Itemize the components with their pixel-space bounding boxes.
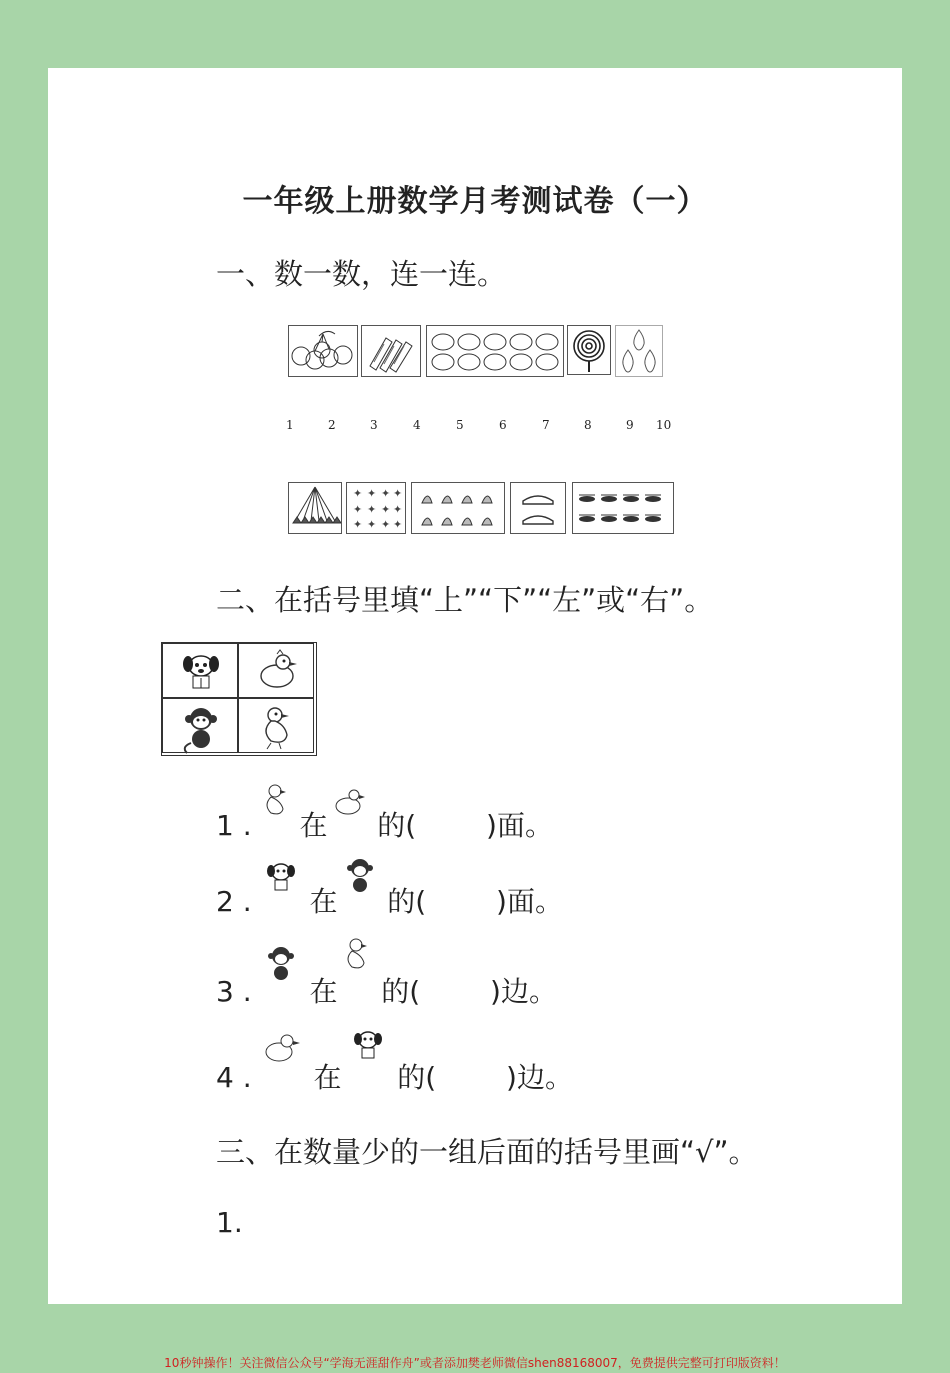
number-10: 10 <box>656 418 672 432</box>
number-2: 2 <box>328 418 336 432</box>
leaves-picture <box>411 482 505 534</box>
svg-text:✦: ✦ <box>367 487 377 500</box>
duckling-icon <box>332 784 368 820</box>
question-text-end: )边。 <box>506 1061 573 1094</box>
section1-heading: 一、数一数，连一连。 <box>216 257 507 291</box>
grid-cell-top-left <box>162 643 238 698</box>
grid-cell-bottom-left <box>162 698 238 753</box>
question-text-de: 的( <box>387 885 427 918</box>
lollipop-picture <box>567 325 611 375</box>
number-row <box>284 418 674 436</box>
animal-grid <box>161 642 317 756</box>
svg-text:✦: ✦ <box>367 503 377 516</box>
question-number: 4 . <box>216 1061 252 1094</box>
number-5: 5 <box>456 418 464 432</box>
stars-picture <box>346 482 406 534</box>
question-text-de: 的( <box>381 975 421 1008</box>
puppy-icon <box>261 858 301 896</box>
question-text-zai: 在 <box>299 809 328 842</box>
svg-text:✦: ✦ <box>381 487 391 500</box>
svg-text:✦: ✦ <box>367 518 377 531</box>
grid-cell-bottom-right <box>238 698 314 753</box>
svg-text:✦: ✦ <box>393 503 403 516</box>
section3-item-1: 1. <box>216 1206 243 1239</box>
svg-text:✦: ✦ <box>381 503 391 516</box>
svg-text:✦: ✦ <box>381 518 391 531</box>
duck-icon <box>239 699 315 754</box>
number-8: 8 <box>584 418 592 432</box>
question-1 <box>216 804 553 844</box>
eggs-picture <box>426 325 564 377</box>
duck-icon <box>261 782 291 822</box>
question-text-zai: 在 <box>309 885 338 918</box>
flowers-picture <box>572 482 674 534</box>
pears-picture <box>615 325 663 377</box>
question-text-end: )面。 <box>486 809 553 842</box>
puppy-icon <box>348 1026 388 1064</box>
svg-text:✦: ✦ <box>353 503 363 516</box>
question-text-de: 的( <box>397 1061 437 1094</box>
question-3 <box>216 970 557 1010</box>
grid-cell-top-right <box>238 643 314 698</box>
question-text-de: 的( <box>377 809 417 842</box>
section3-heading: 三、在数量少的一组后面的括号里画“√”。 <box>216 1135 758 1169</box>
section2-heading: 二、在括号里填“上”“下”“左”或“右”。 <box>216 583 714 617</box>
bread-picture <box>510 482 566 534</box>
kite-string-picture <box>288 482 342 534</box>
puppy-icon <box>163 644 239 699</box>
question-text-end: )边。 <box>490 975 557 1008</box>
worksheet-page <box>48 68 902 1304</box>
question-2 <box>216 880 563 920</box>
fish-picture <box>361 325 421 377</box>
number-6: 6 <box>499 418 507 432</box>
monkey-icon <box>261 944 301 982</box>
number-7: 7 <box>542 418 550 432</box>
monkey-icon <box>163 699 239 754</box>
page-title: 一年级上册数学月考测试卷（一） <box>242 184 708 219</box>
question-text-zai: 在 <box>309 975 338 1008</box>
number-9: 9 <box>626 418 634 432</box>
svg-text:✦: ✦ <box>393 487 403 500</box>
number-4: 4 <box>413 418 421 432</box>
question-4 <box>216 1056 573 1096</box>
monkey-icon <box>342 856 378 894</box>
question-number: 2 . <box>216 885 252 918</box>
duck-icon <box>342 936 372 978</box>
duckling-icon <box>261 1030 305 1066</box>
question-number: 1 . <box>216 809 252 842</box>
question-number: 3 . <box>216 975 252 1008</box>
question-text-end: )面。 <box>496 885 563 918</box>
question-text-zai: 在 <box>313 1061 342 1094</box>
svg-text:✦: ✦ <box>353 518 363 531</box>
number-3: 3 <box>370 418 378 432</box>
footer-promo: 10秒钟操作！关注微信公众号“学海无涯甜作舟”或者添加樊老师微信shen88168007，免费提供完整可打印版资料！ <box>164 1356 786 1370</box>
cherries-picture <box>288 325 358 377</box>
number-1: 1 <box>286 418 294 432</box>
svg-text:✦: ✦ <box>353 487 363 500</box>
svg-text:✦: ✦ <box>393 518 403 531</box>
duckling-icon <box>239 644 315 699</box>
